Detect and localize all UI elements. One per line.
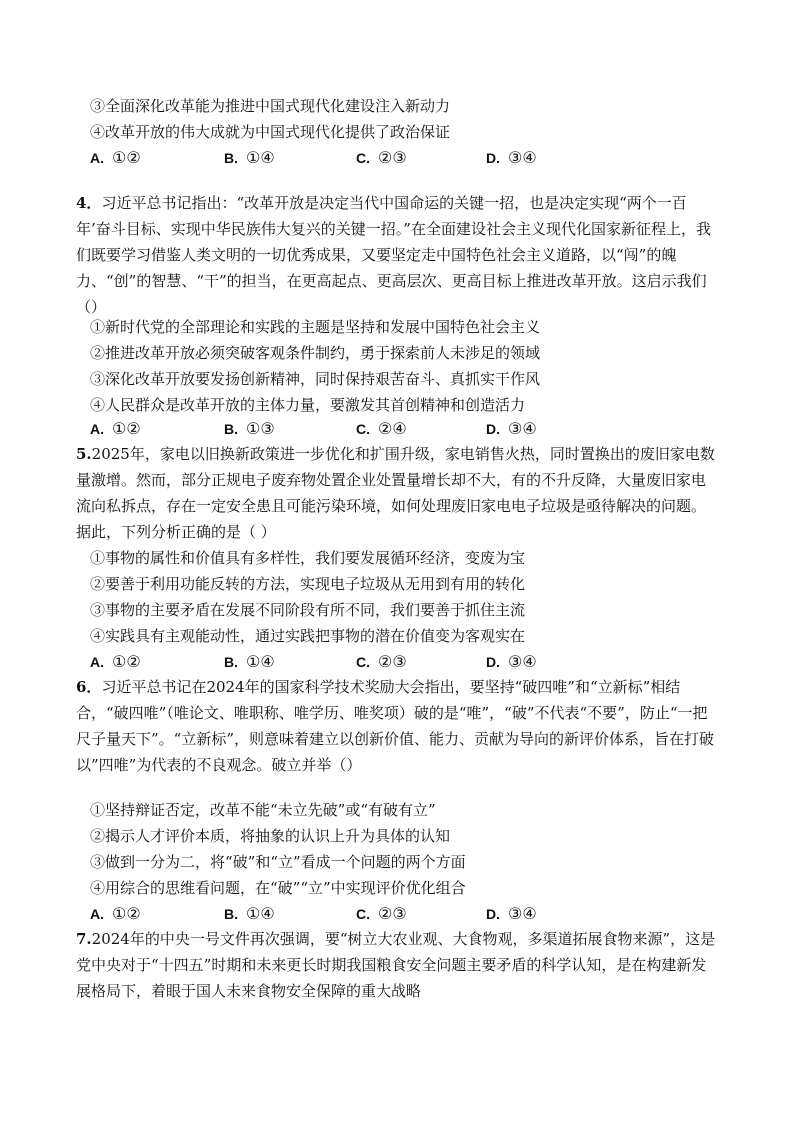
q7-stem: 7.2024年的中央一号文件再次强调，要“树立大农业观、大食物观，多渠道拓展食物来源”，这是党中央对于“十四五”时期和未来更长时期我国粮食安全问题主要矛盾的科学认知，是在构建新发展格局下，着眼于国人未来食物安全保障的重大战略: [76, 930, 716, 1000]
q5-option-2: ②要善于利用功能反转的方法，实现电子垃圾从无用到有用的转化: [90, 575, 526, 593]
q6-option-3: ③做到一分为二，将“破”和“立”看成一个问题的两个方面: [90, 853, 466, 871]
q3-choices: [90, 147, 610, 169]
q5-choice-b[interactable]: B. ①④: [224, 652, 275, 671]
q4-stem: 4．习近平总书记指出：“改革开放是决定当代中国命运的关键一招，也是决定实现“两个一百年’奋斗目标、实现中华民族伟大复兴的关键一招。”在全面建设社会主义现代化国家新征程上，我们既要学习借鉴人类文明的一切优秀成果，又要坚定走中国特色社会主义道路，以“闯”的魄力、“创”的智慧、“干”的担当，在更高起点、更高层次、更高目标上推进改革开放。这启示我们（）: [76, 194, 711, 316]
q6-choice-c[interactable]: C. ②③: [356, 904, 407, 923]
q4-option-3: ③深化改革开放要发扬创新精神，同时保持艰苦奋斗、真抓实干作风: [90, 370, 541, 388]
q5-option-1: ①事物的属性和价值具有多样性，我们要发展循环经济，变废为宝: [90, 549, 526, 567]
q7-number: 7.: [76, 930, 92, 948]
q6-choice-a[interactable]: A. ①②: [90, 904, 141, 923]
q5-choice-d[interactable]: D. ③④: [486, 652, 537, 671]
q4-choice-b[interactable]: B. ①③: [224, 419, 275, 438]
q4-choice-a[interactable]: A. ①②: [90, 419, 141, 438]
q6-number: 6．: [76, 678, 102, 696]
q5-number: 5.: [76, 445, 92, 463]
q5-option-4: ④实践具有主观能动性，通过实践把事物的潜在价值变为客观实在: [90, 627, 526, 645]
q3-choice-c[interactable]: C. ②③: [356, 148, 407, 167]
q3-choice-b[interactable]: B. ①④: [224, 148, 275, 167]
q3-choice-d[interactable]: D. ③④: [486, 148, 537, 167]
q6-choice-b[interactable]: B. ①④: [224, 904, 275, 923]
q5-choices: [90, 651, 610, 673]
q4-option-1: ①新时代党的全部理论和实践的主题是坚持和发展中国特色社会主义: [90, 318, 541, 336]
q6-option-1: ①坚持辩证否定，改革不能“未立先破”或“有破有立”: [90, 801, 436, 819]
q5-choice-a[interactable]: A. ①②: [90, 652, 141, 671]
q3-option-4: ④改革开放的伟大成就为中国式现代化提供了政治保证: [90, 123, 451, 141]
q6-stem: 6．习近平总书记在2024年的国家科学技术奖励大会指出，要坚持“破四唯”和“立新标”相结合，“破四唯”（唯论文、唯职称、唯学历、唯奖项）破的是“唯”，“破”不代表“不要”，防止“一把尺子量天下”。“立新标”，则意味着建立以创新价值、能力、贡献为导向的新评价体系，旨在打破以”四唯”为代表的不良观念。破立并举（）: [76, 678, 715, 774]
q6-choices: [90, 903, 610, 925]
q5-stem: 5.2025年，家电以旧换新政策进一步优化和扩围升级，家电销售火热，同时置换出的废旧家电数量激增。然而，部分正规电子废弃物处置企业处置量增长却不大，有的不升反降，大量废旧家电流向私拆点，存在一定安全患且可能污染环境，如何处理废旧家电电子垃圾是亟待解决的问题。据此，下列分析正确的是（ ）: [76, 445, 715, 541]
q5-choice-c[interactable]: C. ②③: [356, 652, 407, 671]
q4-choices: [90, 418, 610, 440]
q6-option-4: ④用综合的思维看问题，在“破”“立”中实现评价优化组合: [90, 879, 466, 897]
q4-option-2: ②推进改革开放必须突破客观条件制约，勇于探索前人未涉足的领域: [90, 344, 541, 362]
q6-option-2: ②揭示人才评价本质，将抽象的认识上升为具体的认知: [90, 827, 451, 845]
q4-option-4: ④人民群众是改革开放的主体力量，要激发其首创精神和创造活力: [90, 396, 526, 414]
q6-choice-d[interactable]: D. ③④: [486, 904, 537, 923]
q4-choice-c[interactable]: C. ②④: [356, 419, 407, 438]
q4-choice-d[interactable]: D. ③④: [486, 419, 537, 438]
q3-choice-a[interactable]: A. ①②: [90, 148, 141, 167]
q4-number: 4．: [76, 194, 102, 212]
q3-option-3: ③全面深化改革能为推进中国式现代化建设注入新动力: [90, 97, 451, 115]
q5-option-3: ③事物的主要矛盾在发展不同阶段有所不同，我们要善于抓住主流: [90, 601, 526, 619]
